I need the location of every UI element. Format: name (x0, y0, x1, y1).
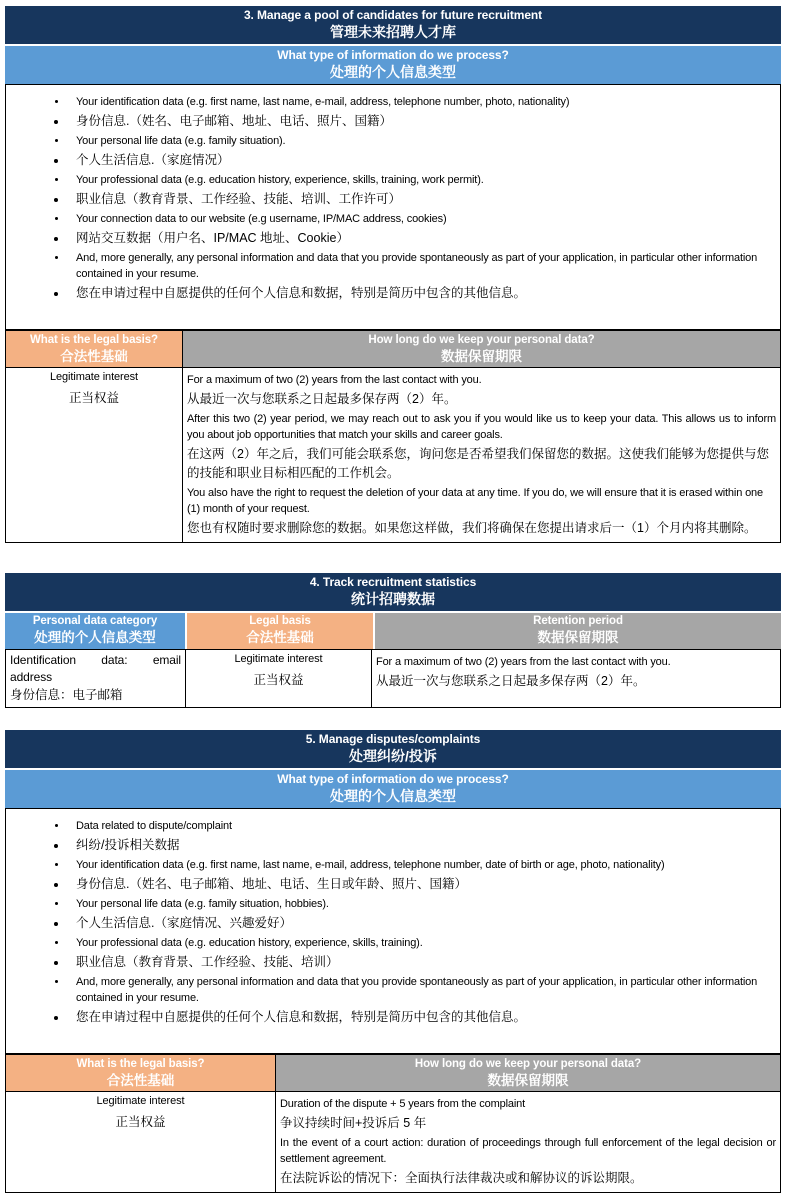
legal-basis-zh: 正当权益 (68, 391, 119, 405)
section4-title-bar (5, 573, 781, 611)
retention-cell (276, 1092, 781, 1193)
retention-line: In the event of a court action: duration of proceedings through full enforcement of the legal decision or settlement agreement. (280, 1137, 776, 1165)
section3-title-zh: 管理未来招聘人才库 (330, 24, 456, 40)
section-disputes-complaints (5, 730, 781, 1193)
retention-line: 从最近一次与您联系之日起最多保存两（2）年。 (187, 392, 457, 406)
retention-line: Duration of the dispute + 5 years from the complaint (280, 1098, 526, 1110)
section5-info-header-bar (5, 770, 781, 808)
table-row (6, 368, 781, 543)
column-header-legal (187, 613, 373, 649)
bullet-item: • Your personal life data (e.g. family situation). (68, 133, 772, 149)
section5-info-header-zh: 处理的个人信息类型 (330, 788, 456, 804)
retention-line: For a maximum of two (2) years from the last contact with you. (376, 656, 671, 668)
section3-title-bar (5, 6, 781, 44)
section3-bullet-box (5, 84, 781, 330)
bullet-item: • And, more generally, any personal information and data that you provide spontaneously as part of your application, in particular other information contained in your resume. (68, 974, 772, 1006)
section3-legal-table (5, 330, 781, 543)
legal-basis-header-zh: 合法性基础 (106, 1073, 175, 1088)
bullet-item: • 网站交互数据（用户名、IP/MAC 地址、Cookie） (68, 230, 772, 247)
bullet-item: • 身份信息.（姓名、电子邮箱、地址、电话、生日或年龄、照片、国籍） (68, 876, 772, 893)
retention-line: You also have the right to request the deletion of your data at any time. If you do, we will ensure that it is erased within one (1) month of your request. (187, 487, 763, 515)
retention-line: 从最近一次与您联系之日起最多保存两（2）年。 (376, 674, 646, 688)
category-cell (6, 650, 186, 708)
section5-bullet-box (5, 808, 781, 1054)
bullet-item: • And, more generally, any personal information and data that you provide spontaneously as part of your application, in particular other information contained in your resume. (68, 250, 772, 282)
bullet-item: • Your identification data (e.g. first name, last name, e-mail, address, telephone number, date of birth or age, photo, nationality) (68, 857, 772, 873)
retention-header-zh: 数据保留期限 (487, 1073, 569, 1088)
column-header-category (5, 613, 185, 649)
bullet-item: • Data related to dispute/complaint (68, 818, 772, 834)
legal-basis-en: Legitimate interest (96, 1095, 185, 1107)
section4-data-table (5, 649, 781, 708)
column-header-category-zh: 处理的个人信息类型 (34, 630, 156, 645)
column-header-retention-zh: 数据保留期限 (537, 630, 619, 645)
section4-title-zh: 统计招聘数据 (351, 591, 435, 607)
bullet-item: • 个人生活信息.（家庭情况） (68, 152, 772, 169)
legal-basis-en: Legitimate interest (50, 371, 138, 383)
section-recruitment-statistics (5, 573, 781, 708)
table-row (6, 1092, 781, 1193)
section3-info-header-zh: 处理的个人信息类型 (330, 64, 456, 80)
section5-bullet-list (12, 818, 772, 1026)
bullet-item: • 个人生活信息.（家庭情况、兴趣爱好） (68, 915, 772, 932)
bullet-item: • Your personal life data (e.g. family situation, hobbies). (68, 896, 772, 912)
bullet-item: • Your connection data to our website (e.g username, IP/MAC address, cookies) (68, 211, 772, 227)
legal-basis-header-en: What is the legal basis? (30, 334, 158, 346)
retention-header-en: How long do we keep your personal data? (414, 1058, 642, 1070)
bullet-item: • 职业信息（教育背景、工作经验、技能、培训） (68, 954, 772, 971)
legal-basis-cell (6, 368, 183, 543)
retention-cell (183, 368, 781, 543)
retention-line: 您也有权随时要求删除您的数据。如果您这样做，我们将确保在您提出请求后一（1）个月内将其删除。 (187, 521, 757, 535)
legal-basis-cell (186, 650, 372, 708)
bullet-item: • Your professional data (e.g. education history, experience, skills, training, work permit). (68, 172, 772, 188)
column-header-legal-zh: 合法性基础 (246, 630, 314, 645)
section3-info-header-en: What type of information do we process? (277, 48, 509, 62)
category-zh: 身份信息：电子邮箱 (10, 688, 123, 702)
bullet-item: • 您在申请过程中自愿提供的任何个人信息和数据，特别是简历中包含的其他信息。 (68, 285, 772, 302)
legal-basis-header-en: What is the legal basis? (76, 1058, 205, 1070)
section3-bullet-list (12, 94, 772, 302)
legal-basis-header-zh: 合法性基础 (60, 349, 128, 364)
column-header-retention-en: Retention period (533, 615, 623, 627)
section4-title-en: 4. Track recruitment statistics (309, 575, 477, 589)
section3-title-en: 3. Manage a pool of candidates for future recruitment (243, 8, 543, 22)
bullet-item: • 纠纷/投诉相关数据 (68, 837, 772, 854)
section5-title-bar (5, 730, 781, 768)
section3-info-header-bar (5, 46, 781, 84)
legal-basis-zh: 正当权益 (115, 1115, 166, 1129)
section5-legal-table (5, 1054, 781, 1193)
retention-line: For a maximum of two (2) years from the last contact with you. (187, 374, 482, 386)
legal-basis-header (6, 331, 183, 368)
bullet-item: • 您在申请过程中自愿提供的任何个人信息和数据，特别是简历中包含的其他信息。 (68, 1009, 772, 1026)
retention-cell (372, 650, 781, 708)
section-candidate-pool (5, 6, 781, 543)
section5-info-header-en: What type of information do we process? (277, 772, 509, 786)
legal-basis-en: Legitimate interest (234, 653, 323, 665)
retention-line: After this two (2) year period, we may reach out to ask you if you would like us to keep your data. This allows us to inform you about job opportunities that match your skills and career goals. (187, 413, 776, 441)
retention-line: 争议持续时间+投诉后 5 年 (280, 1116, 427, 1130)
category-en: Identification data: email address (10, 653, 181, 684)
section4-column-headers (5, 613, 781, 649)
column-header-category-en: Personal data category (32, 615, 158, 627)
bullet-item: • Your identification data (e.g. first name, last name, e-mail, address, telephone number, photo, nationality) (68, 94, 772, 110)
section5-title-en: 5. Manage disputes/complaints (305, 732, 481, 746)
legal-basis-header (6, 1055, 276, 1092)
retention-line: 在法院诉讼的情况下：全面执行法律裁决或和解协议的诉讼期限。 (280, 1171, 643, 1185)
retention-header (183, 331, 781, 368)
legal-basis-zh: 正当权益 (253, 673, 304, 687)
bullet-item: • Your professional data (e.g. education history, experience, skills, training). (68, 935, 772, 951)
bullet-item: • 职业信息（教育背景、工作经验、技能、培训、工作许可） (68, 191, 772, 208)
retention-header (276, 1055, 781, 1092)
column-header-legal-en: Legal basis (249, 615, 311, 627)
legal-basis-cell (6, 1092, 276, 1193)
retention-header-zh: 数据保留期限 (441, 349, 522, 364)
column-header-retention (375, 613, 781, 649)
table-row (6, 650, 781, 708)
section5-title-zh: 处理纠纷/投诉 (349, 748, 437, 764)
retention-line: 在这两（2）年之后，我们可能会联系您，询问您是否希望我们保留您的数据。这使我们能够为您提供与您的技能和职业目标相匹配的工作机会。 (187, 447, 769, 480)
retention-header-en: How long do we keep your personal data? (368, 334, 595, 346)
bullet-item: • 身份信息.（姓名、电子邮箱、地址、电话、照片、国籍） (68, 113, 772, 130)
